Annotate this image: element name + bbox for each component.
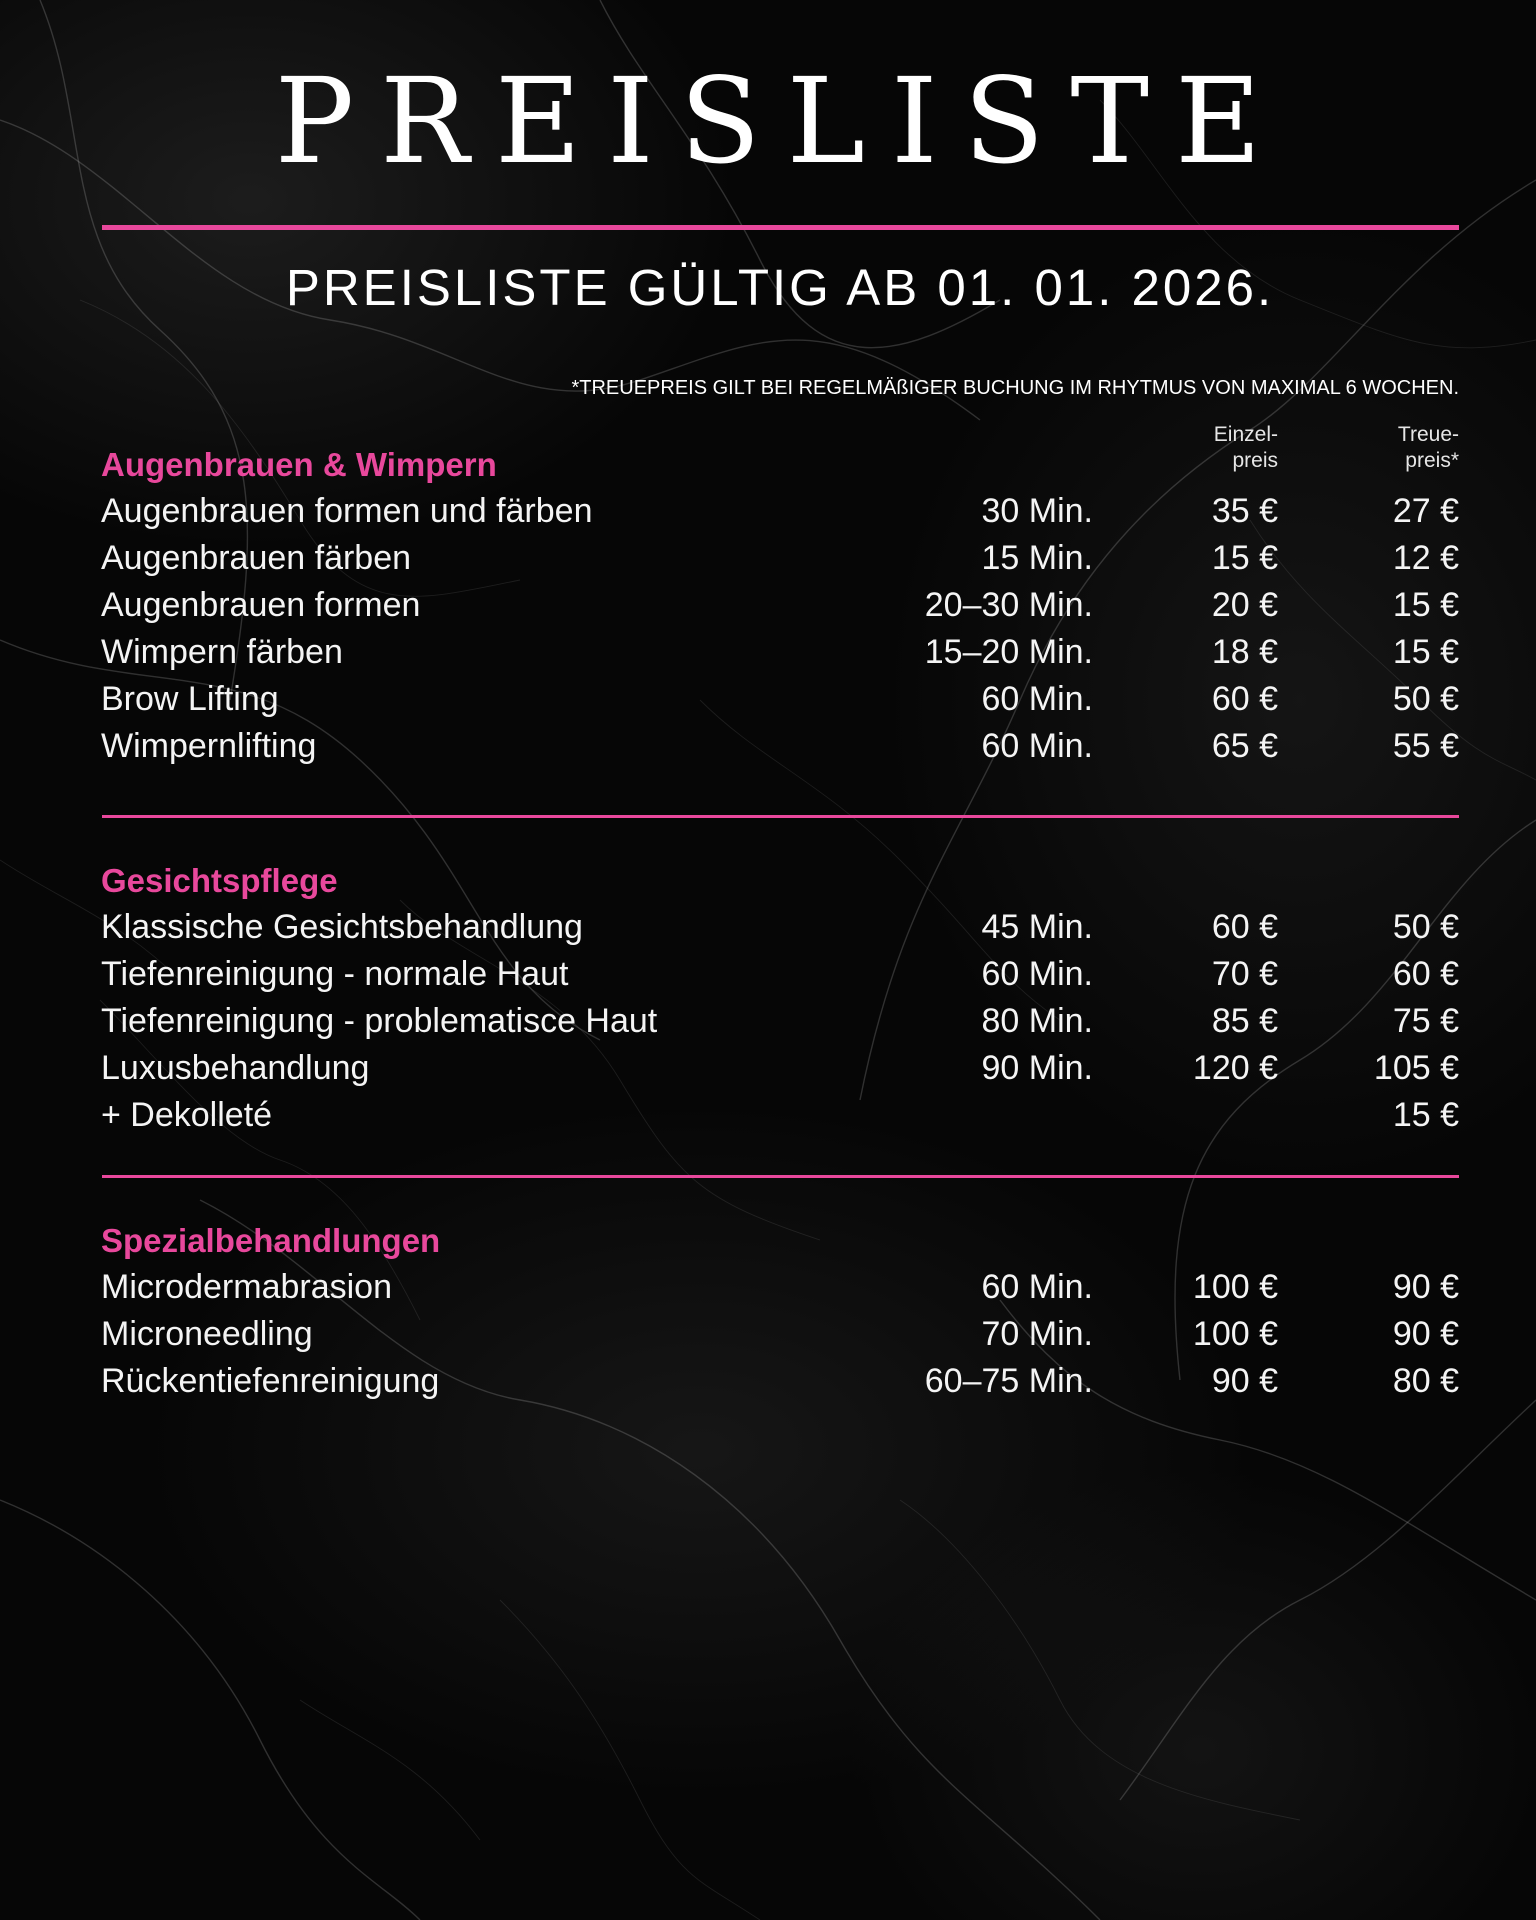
treuepreis-value: 50 € (1392, 680, 1459, 718)
title-divider (102, 225, 1459, 230)
loyalty-footnote: *TREUEPREIS GILT BEI REGELMÄßIGER BUCHUNG IM RHYTMUS VON MAXIMAL 6 WOCHEN. (571, 377, 1459, 399)
validity-subtitle: PREISLISTE GÜLTIG AB 01. 01. 2026. (285, 259, 1275, 316)
service-name: Augenbrauen formen und färben (101, 492, 593, 530)
service-duration: 60 Min. (981, 680, 1093, 718)
einzelpreis-value: 90 € (1211, 1362, 1278, 1400)
service-name: Tiefenreinigung - normale Haut (101, 955, 569, 993)
service-name: Microneedling (101, 1315, 313, 1353)
price-row (0, 904, 1536, 951)
service-duration: 60 Min. (981, 727, 1093, 765)
service-duration: 15 Min. (981, 539, 1093, 577)
service-name: + Dekolleté (101, 1096, 273, 1134)
einzelpreis-value: 35 € (1211, 492, 1278, 530)
page-title: PREISLISTE (274, 52, 1288, 190)
price-row (0, 1264, 1536, 1311)
section-title-gesichtspflege: Gesichtspflege (101, 862, 338, 899)
column-header-einzelpreis (1214, 422, 1278, 474)
einzelpreis-value: 15 € (1211, 539, 1278, 577)
service-duration: 70 Min. (981, 1315, 1093, 1353)
service-duration: 60 Min. (981, 1268, 1093, 1306)
service-name: Augenbrauen färben (101, 539, 412, 577)
einzelpreis-value: 65 € (1211, 727, 1278, 765)
price-row (0, 998, 1536, 1045)
service-duration: 60–75 Min. (924, 1362, 1093, 1400)
section-divider (102, 815, 1459, 818)
service-duration: 90 Min. (981, 1049, 1093, 1087)
price-row (0, 488, 1536, 535)
treuepreis-value: 105 € (1373, 1049, 1459, 1087)
treuepreis-value: 50 € (1392, 908, 1459, 946)
einzelpreis-value: 120 € (1192, 1049, 1278, 1087)
einzelpreis-value: 70 € (1211, 955, 1278, 993)
treuepreis-value: 27 € (1392, 492, 1459, 530)
einzelpreis-value: 60 € (1211, 908, 1278, 946)
price-row (0, 1092, 1536, 1139)
service-name: Luxusbehandlung (101, 1049, 370, 1087)
price-row (0, 629, 1536, 676)
section-divider (102, 1175, 1459, 1178)
service-name: Klassische Gesichtsbehandlung (101, 908, 583, 946)
service-name: Rückentiefenreinigung (101, 1362, 440, 1400)
column-header-einzelpreis-line1: Einzel- (1213, 423, 1278, 446)
service-name: Brow Lifting (101, 680, 279, 718)
treuepreis-value: 15 € (1392, 633, 1459, 671)
price-row (0, 1358, 1536, 1405)
column-header-treuepreis-line1: Treue- (1397, 423, 1459, 446)
einzelpreis-value: 100 € (1192, 1268, 1278, 1306)
price-row (0, 676, 1536, 723)
einzelpreis-value: 100 € (1192, 1315, 1278, 1353)
column-header-treuepreis-line2: preis* (1405, 449, 1459, 472)
treuepreis-value: 90 € (1392, 1315, 1459, 1353)
treuepreis-value: 15 € (1392, 586, 1459, 624)
service-name: Augenbrauen formen (101, 586, 421, 624)
service-duration: 80 Min. (981, 1002, 1093, 1040)
section-title-spezialbehandlungen: Spezialbehandlungen (101, 1222, 441, 1259)
price-row (0, 1311, 1536, 1358)
price-row (0, 582, 1536, 629)
column-header-treuepreis (1398, 422, 1459, 474)
service-duration: 45 Min. (981, 908, 1093, 946)
service-name: Tiefenreinigung - problematisce Haut (101, 1002, 658, 1040)
einzelpreis-value: 60 € (1211, 680, 1278, 718)
price-row (0, 535, 1536, 582)
treuepreis-value: 12 € (1392, 539, 1459, 577)
section-title-augenbrauen-wimpern: Augenbrauen & Wimpern (101, 446, 497, 483)
service-duration: 60 Min. (981, 955, 1093, 993)
service-duration: 15–20 Min. (924, 633, 1093, 671)
price-row (0, 951, 1536, 998)
treuepreis-value: 15 € (1392, 1096, 1459, 1134)
column-header-einzelpreis-line2: preis (1232, 449, 1278, 472)
service-name: Wimpernlifting (101, 727, 317, 765)
treuepreis-value: 80 € (1392, 1362, 1459, 1400)
price-row (0, 723, 1536, 770)
service-name: Microdermabrasion (101, 1268, 392, 1306)
service-name: Wimpern färben (101, 633, 343, 671)
service-duration: 30 Min. (981, 492, 1093, 530)
service-duration: 20–30 Min. (924, 586, 1093, 624)
treuepreis-value: 55 € (1392, 727, 1459, 765)
treuepreis-value: 90 € (1392, 1268, 1459, 1306)
treuepreis-value: 60 € (1392, 955, 1459, 993)
price-row (0, 1045, 1536, 1092)
einzelpreis-value: 85 € (1211, 1002, 1278, 1040)
treuepreis-value: 75 € (1392, 1002, 1459, 1040)
einzelpreis-value: 20 € (1211, 586, 1278, 624)
einzelpreis-value: 18 € (1211, 633, 1278, 671)
